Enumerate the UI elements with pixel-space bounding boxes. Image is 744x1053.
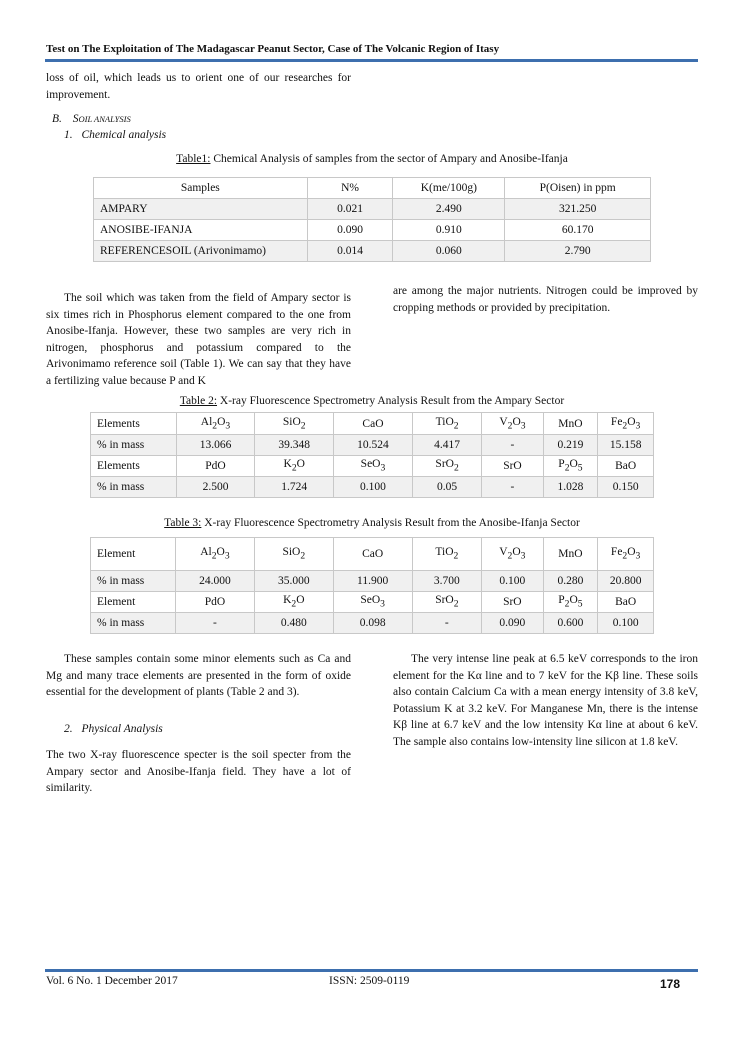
table3-cell: -	[176, 613, 255, 634]
table2-cell: SrO$_2$	[412, 456, 481, 477]
table2-cell: 1.724	[255, 477, 334, 498]
table3-row-label: % in mass	[91, 571, 176, 592]
table-row	[91, 538, 654, 571]
table1-cell: 0.021	[307, 199, 393, 220]
table-row	[91, 456, 654, 477]
table3-cell: 0.600	[543, 613, 598, 634]
body-paragraph-right-2: The very intense line peak at 6.5 keV corresponds to the iron element for the Kα line and to 7 keV for the Kβ line. These soils also contain Calcium Ca with a mean energy intensity of 3.8 keV, Potassium K at 3.2 keV. For Manganese Mn, there is the intense Kβ line at 6.7 keV and the low intensity Kα line at about 6 keV. The sample also contains low-intensity line silicon at 1.8 keV.	[393, 653, 698, 748]
table2-cell: MnO	[543, 413, 598, 435]
table1-cell: REFERENCESOIL (Arivonimamo)	[94, 241, 308, 262]
table3-caption-ref: Table 3:	[164, 517, 202, 529]
table1-cell: 0.910	[393, 220, 505, 241]
section-title-first: S	[72, 113, 79, 125]
table3-cell: 0.100	[598, 613, 654, 634]
table2-caption-ref: Table 2:	[179, 395, 218, 407]
body-paragraph-left-2: These samples contain some minor elements such as Ca and Mg and many trace elements are presented in the form of oxide essential for the development of plants (Table 2 and 3).	[46, 653, 351, 698]
table3-cell: -	[412, 613, 482, 634]
table3-cell: SrO	[482, 592, 543, 613]
table1	[93, 177, 651, 262]
table3-cell: 24.000	[176, 571, 255, 592]
table2-cell: 0.05	[412, 477, 481, 498]
section-heading	[52, 113, 131, 125]
table3-cell: 0.098	[333, 613, 412, 634]
table2-row-label: % in mass	[91, 477, 177, 498]
page-number: 178	[660, 977, 681, 991]
table3-cell: $P_2O_5$	[543, 592, 598, 613]
subsection-heading-1	[64, 129, 166, 141]
table-row	[94, 241, 651, 262]
table-row	[94, 199, 651, 220]
table2-cell: PdO	[176, 456, 255, 477]
table2-cell: 4.417	[412, 435, 481, 456]
footer-volume: Vol. 6 No. 1 December 2017	[46, 975, 178, 987]
table3-cell: $V_2O_3$	[482, 538, 543, 571]
table3-cell: 0.090	[482, 613, 543, 634]
table1-caption-text: Chemical Analysis of samples from the sector of Ampary and Anosibe-Ifanja	[210, 153, 568, 165]
table2-cell: 0.150	[598, 477, 654, 498]
table3	[90, 537, 654, 634]
table2-cell: 39.348	[255, 435, 334, 456]
table2-cell: CaO	[334, 413, 413, 435]
section-number: B.	[52, 113, 62, 125]
table2-cell: 1.028	[543, 477, 598, 498]
table1-cell: 321.250	[505, 199, 651, 220]
table3-cell: SrO$_2$	[412, 592, 482, 613]
table1-cell: 0.090	[307, 220, 393, 241]
footer-issn: ISSN: 2509-0119	[329, 975, 410, 987]
table-row	[91, 613, 654, 634]
table1-cell: 60.170	[505, 220, 651, 241]
table3-cell: $Fe_2O_3$	[598, 538, 654, 571]
section-title-rest: OIL ANALYSIS	[78, 114, 131, 124]
table1-cell: 2.490	[393, 199, 505, 220]
table1-header-cell: N%	[307, 178, 393, 199]
table3-cell: 35.000	[254, 571, 333, 592]
table2-cell: -	[482, 477, 543, 498]
table2-cell: SrO	[482, 456, 543, 477]
table2-cell: 13.066	[176, 435, 255, 456]
table3-cell: $Al_2O_3$	[176, 538, 255, 571]
footer-rule	[45, 969, 698, 972]
table3-row-label: Element	[91, 538, 176, 571]
table3-cell: 0.480	[254, 613, 333, 634]
subsection-number: 1.	[64, 129, 73, 141]
table3-cell: TiO$_2$	[412, 538, 482, 571]
table3-caption	[90, 517, 654, 529]
table-row	[91, 435, 654, 456]
table2-cell: 10.524	[334, 435, 413, 456]
table2-cell: $Fe_2O_3$	[598, 413, 654, 435]
table1-header-cell: P(Oisen) in ppm	[505, 178, 651, 199]
table3-cell: 0.280	[543, 571, 598, 592]
table2-cell: $V_2O_3$	[482, 413, 543, 435]
table3-cell: 3.700	[412, 571, 482, 592]
running-header: Test on The Exploitation of The Madagascar Peanut Sector, Case of The Volcanic Region of Itasy	[46, 43, 500, 55]
table3-cell: $K_2O$	[254, 592, 333, 613]
table3-cell: CaO	[333, 538, 412, 571]
header-rule	[45, 59, 698, 62]
table1-cell: 2.790	[505, 241, 651, 262]
body-paragraph-left-1: The soil which was taken from the field of Ampary sector is six times rich in Phosphorus element compared to the one from Anosibe-Ifanja. However, these two samples are very rich in nitrogen, phosphorus and potassium compared to the Arivonimamo reference soil (Table 1). We can say that they have a fertilizing value because P and K	[46, 292, 351, 387]
table2-cell: 0.100	[334, 477, 413, 498]
table2-caption-text: X-ray Fluorescence Spectrometry Analysis Result from the Ampary Sector	[217, 395, 565, 407]
table3-cell: PdO	[176, 592, 255, 613]
body-paragraph-right-1: are among the major nutrients. Nitrogen could be improved by cropping methods or provided by precipitation.	[393, 285, 698, 314]
table1-caption	[93, 153, 651, 165]
subsection-title: Physical Analysis	[81, 723, 163, 735]
table2	[90, 412, 654, 498]
table2-cell: 15.158	[598, 435, 654, 456]
subsection-heading-2	[64, 723, 163, 735]
table1-caption-ref: Table1:	[176, 153, 211, 165]
table-row	[91, 413, 654, 435]
table-row	[91, 571, 654, 592]
table1-header-cell: Samples	[94, 178, 308, 199]
table1-cell: 0.060	[393, 241, 505, 262]
table2-cell: SiO$_2$	[255, 413, 334, 435]
table2-row-label: Elements	[91, 413, 177, 435]
table2-cell: SeO$_3$	[334, 456, 413, 477]
intro-paragraph: loss of oil, which leads us to orient one of our researches for improvement.	[46, 72, 351, 101]
table2-cell: 0.219	[543, 435, 598, 456]
table2-cell: BaO	[598, 456, 654, 477]
table3-row-label: Element	[91, 592, 176, 613]
table1-cell: 0.014	[307, 241, 393, 262]
table3-caption-text: X-ray Fluorescence Spectrometry Analysis Result from the Anosibe-Ifanja Sector	[201, 517, 580, 529]
subsection-title: Chemical analysis	[81, 129, 167, 141]
table1-cell: AMPARY	[94, 199, 308, 220]
table2-cell: TiO$_2$	[412, 413, 481, 435]
table3-cell: BaO	[598, 592, 654, 613]
table2-caption	[90, 395, 654, 407]
subsection-number: 2.	[64, 723, 73, 735]
table1-header-cell: K(me/100g)	[393, 178, 505, 199]
table3-cell: 20.800	[598, 571, 654, 592]
table2-row-label: Elements	[91, 456, 177, 477]
table2-row-label: % in mass	[91, 435, 177, 456]
table3-cell: SiO$_2$	[254, 538, 333, 571]
table2-cell: 2.500	[176, 477, 255, 498]
table1-cell: ANOSIBE-IFANJA	[94, 220, 308, 241]
table3-cell: 0.100	[482, 571, 543, 592]
body-paragraph-left-3: The two X-ray fluorescence specter is the soil specter from the Ampary sector and Anosibe-Ifanja field. They have a lot of similarity.	[46, 749, 351, 794]
table2-cell: $Al_2O_3$	[176, 413, 255, 435]
table3-row-label: % in mass	[91, 613, 176, 634]
table3-cell: 11.900	[333, 571, 412, 592]
table3-cell: MnO	[543, 538, 598, 571]
table-row	[91, 592, 654, 613]
table2-cell: $K_2O$	[255, 456, 334, 477]
table3-cell: SeO$_3$	[333, 592, 412, 613]
table1-header-row	[94, 178, 651, 199]
table-row	[91, 477, 654, 498]
table2-cell: $P_2O_5$	[543, 456, 598, 477]
table2-cell: -	[482, 435, 543, 456]
table-row	[94, 220, 651, 241]
